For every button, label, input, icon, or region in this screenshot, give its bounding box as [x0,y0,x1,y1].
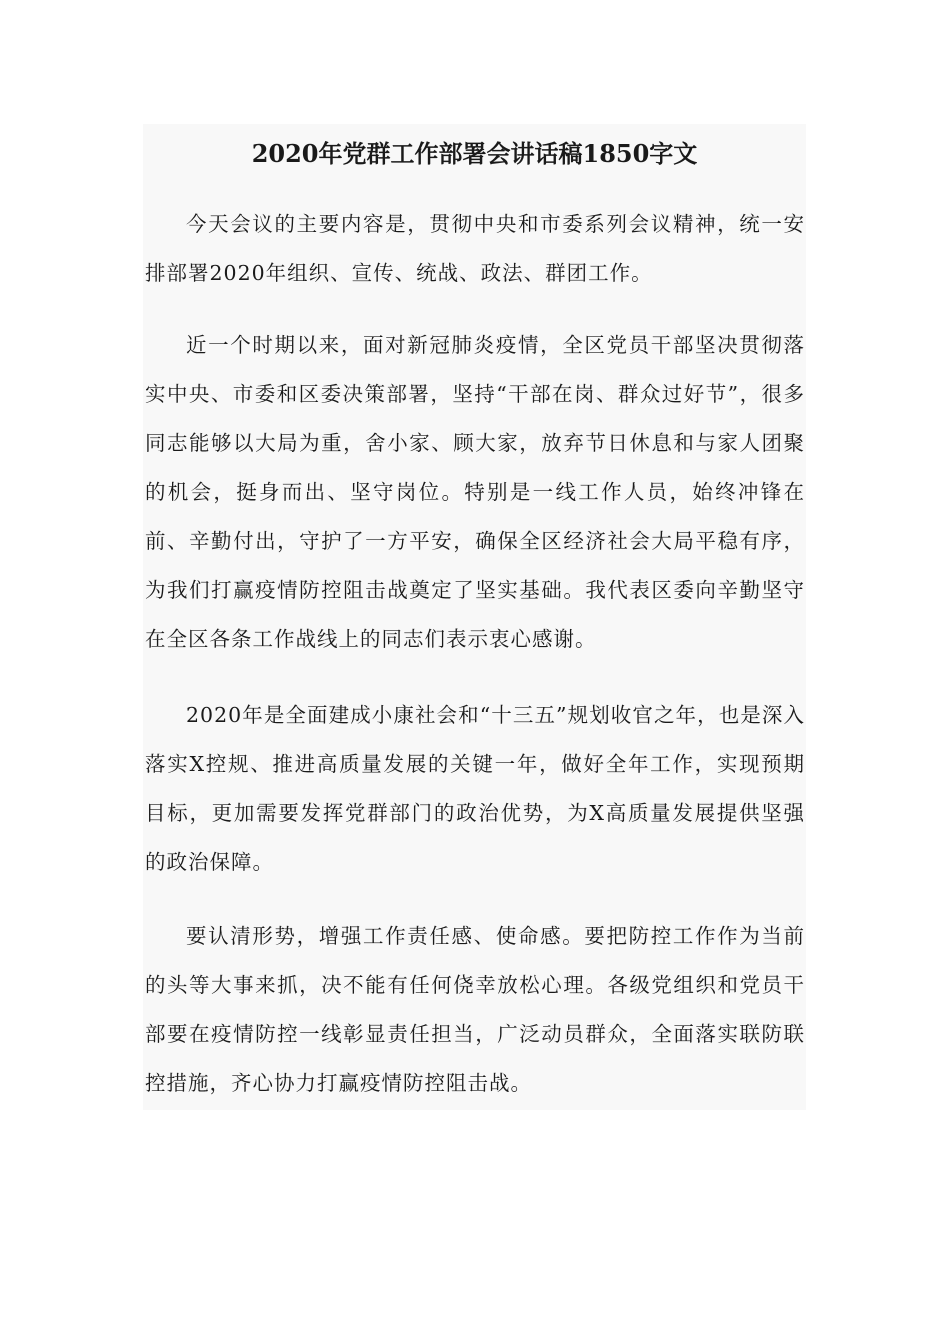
paragraph-4: 要认清形势，增强工作责任感、使命感。要把防控工作作为当前的头等大事来抓，决不能有任何侥幸放松心理。各级党组织和党员干部要在疫情防控一线彰显责任担当，广泛动员群众，全面落实联防联控措施，齐心协力打赢疫情防控阻击战。 [145,924,805,1095]
paragraph-3: 2020年是全面建成小康社会和“十三五”规划收官之年，也是深入落实X控规、推进高质量发展的关键一年，做好全年工作，实现预期目标，更加需要发挥党群部门的政治优势，为X高质量发展提供坚强的政治保障。 [145,703,805,874]
document-title: 2020年党群工作部署会讲话稿1850字文 [251,139,698,168]
paragraph-2: 近一个时期以来，面对新冠肺炎疫情，全区党员干部坚决贯彻落实中央、市委和区委决策部署，坚持“干部在岗、群众过好节”，很多同志能够以大局为重，舍小家、顾大家，放弃节日休息和与家人团聚的机会，挺身而出、坚守岗位。特别是一线工作人员，始终冲锋在前、辛勤付出，守护了一方平安，确保全区经济社会大局平稳有序，为我们打赢疫情防控阻击战奠定了坚实基础。我代表区委向辛勤坚守在全区各条工作战线上的同志们表示衷心感谢。 [145,333,805,651]
paragraph-1: 今天会议的主要内容是，贯彻中央和市委系列会议精神，统一安排部署2020年组织、宣传、统战、政法、群团工作。 [145,212,805,285]
